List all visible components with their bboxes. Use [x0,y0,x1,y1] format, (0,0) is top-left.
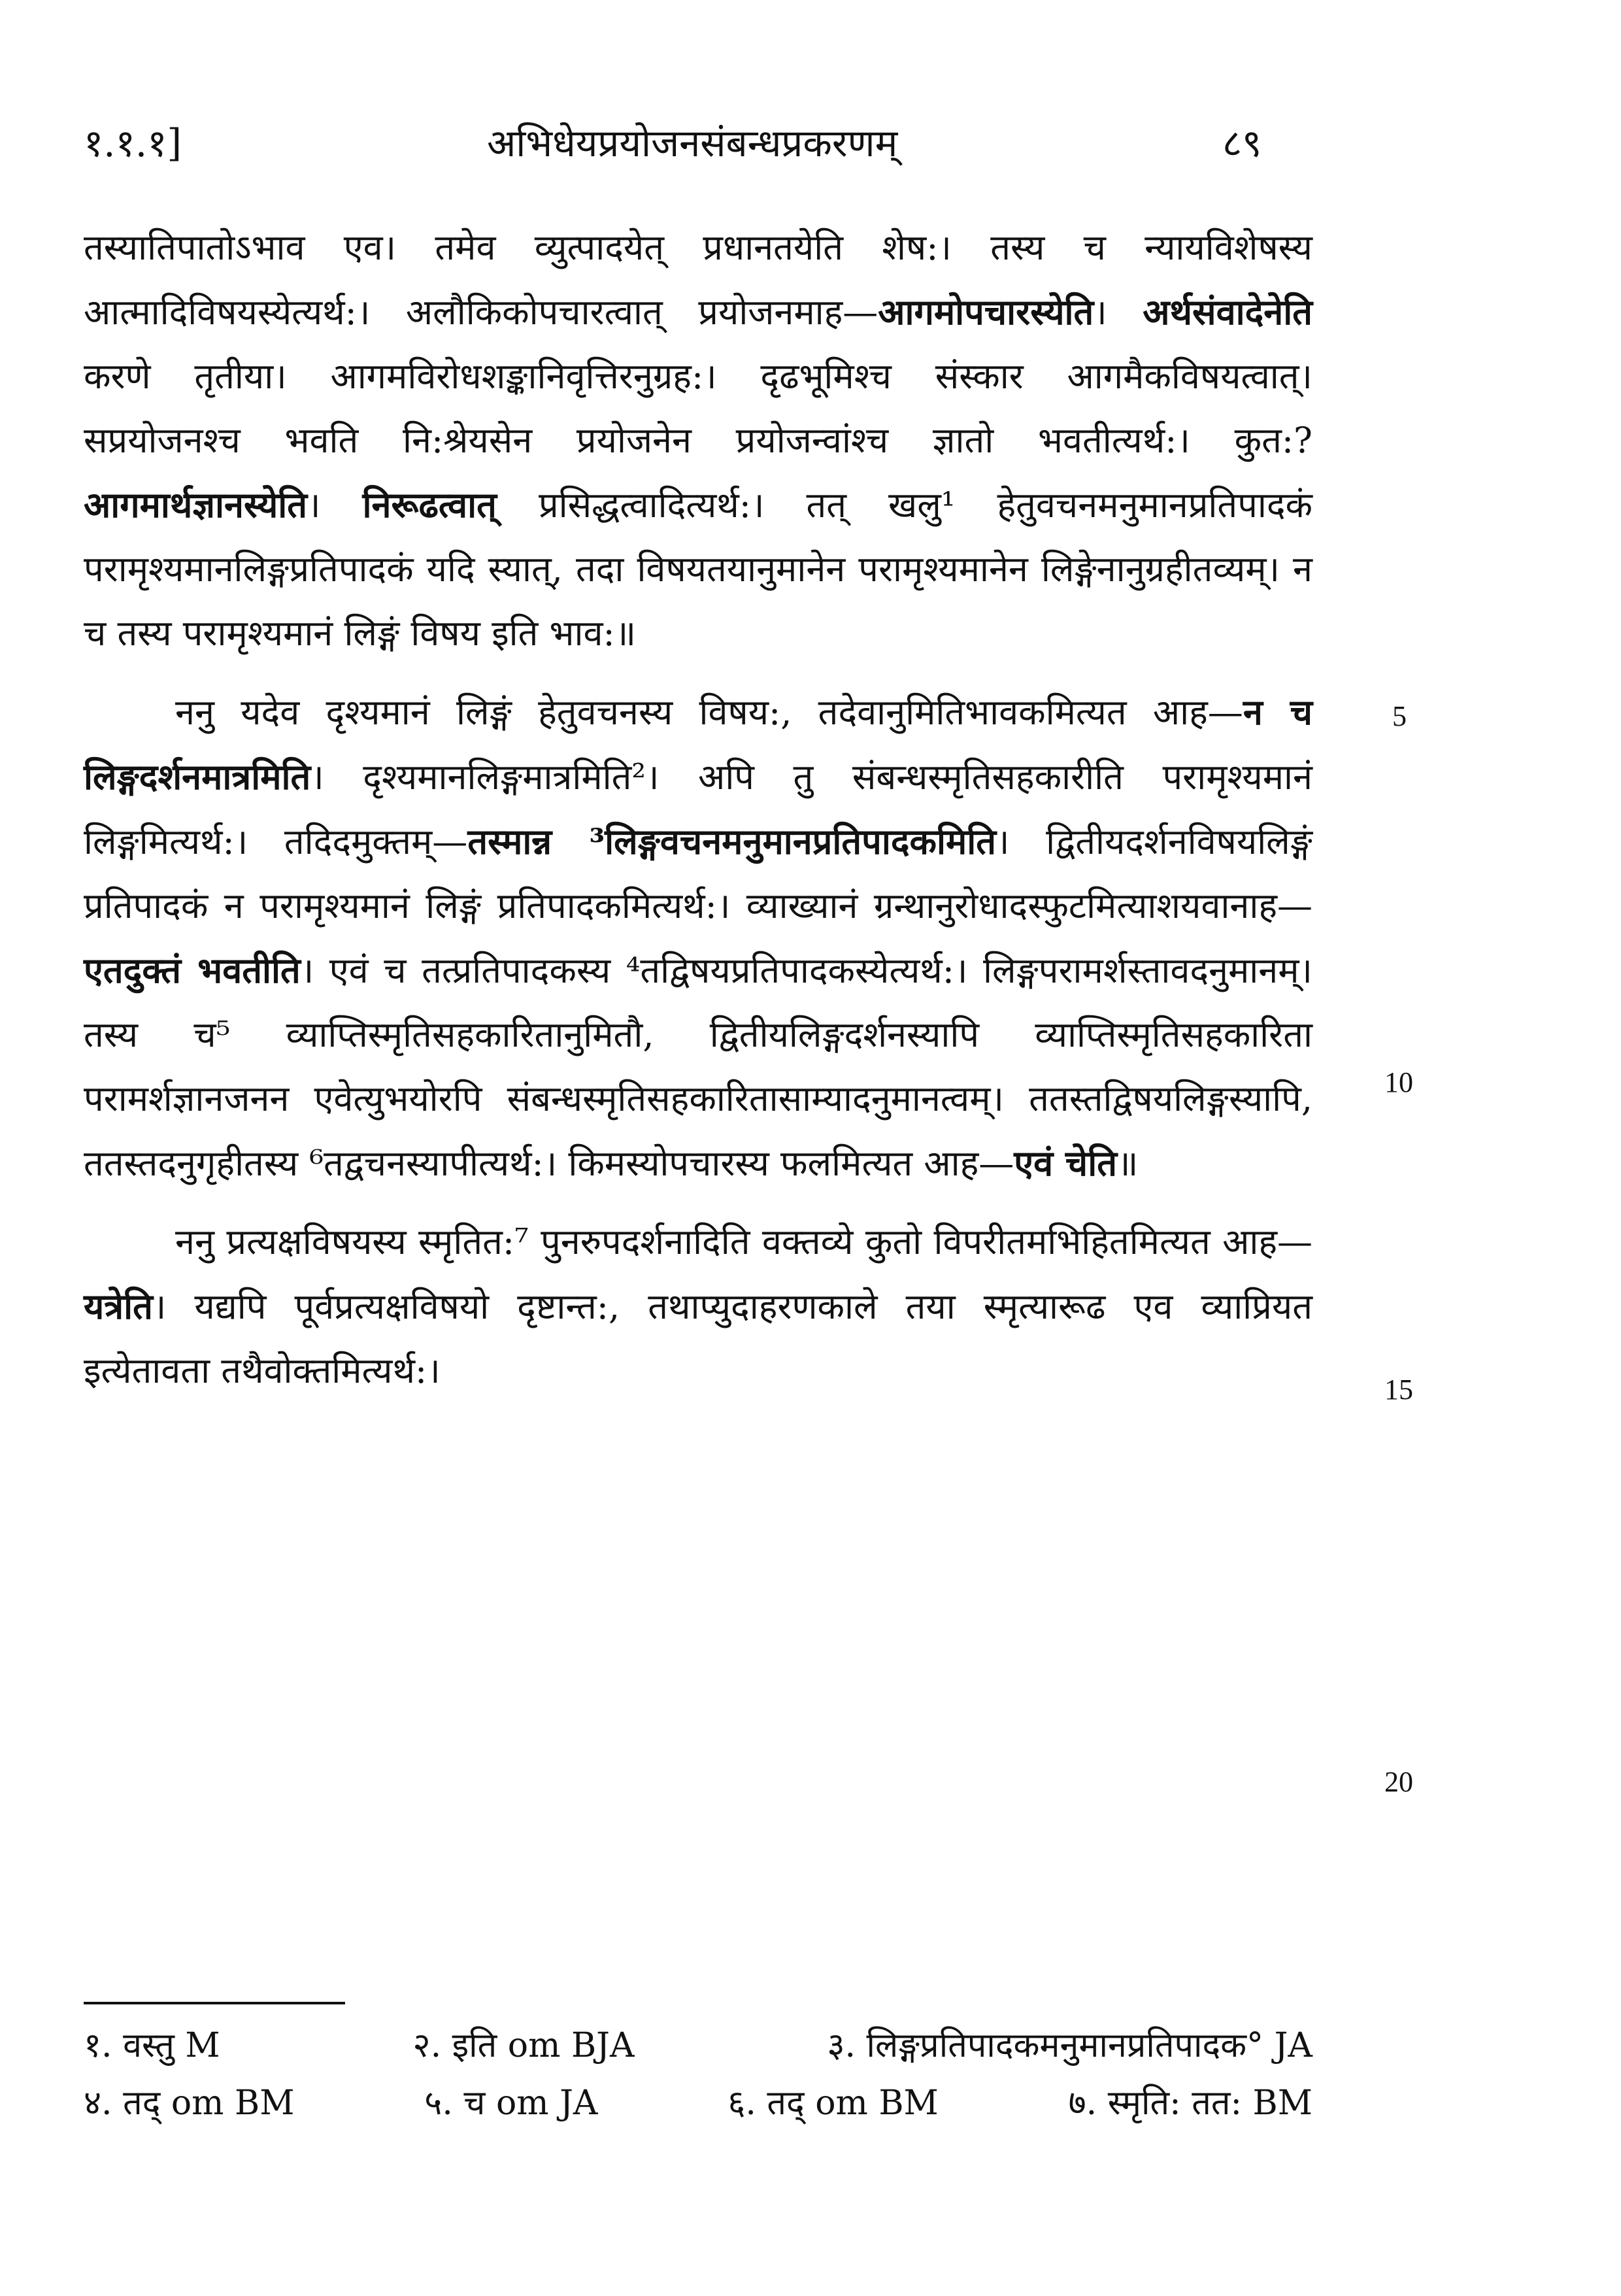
text-run: ननु प्रत्यक्षविषयस्य स्मृतित:⁷ पुनरुपदर्शनादिति वक्तव्ये कुतो विपरीतमभिहितमित्यत आह— [175,1221,1312,1262]
bold-term: एवं चेति [1014,1142,1117,1184]
text-run: । द्वितीयदर्शनविषयलिङ्गं प्रतिपादकं न परामृश्यमानं लिङ्गं प्रतिपादकमित्यर्थ:। व्याख्यानं ग्रन्थानुरोधादस्फुटमित्याशयवानाह— [84,821,1312,926]
bold-term: यत्रेति [84,1285,153,1327]
text-run: । यद्यपि पूर्वप्रत्यक्षविषयो दृष्टान्त:, तथाप्युदाहरणकाले तया स्मृत्यारूढ एव व्याप्रियत इत्येतावता तथैवोक्तमित्यर्थ:। [84,1286,1312,1391]
bold-term: एतदुक्तं भवतीति [84,949,301,991]
footnote: ३. लिङ्गप्रतिपादकमनुमानप्रतिपादक° JA [827,2026,1312,2065]
bold-term: तस्मान्न ³लिङ्गवचनमनुमानप्रतिपादकमिति [467,820,997,862]
bold-term: न च लिङ्गदर्शनमात्रमिति [84,691,1313,798]
text-run: । [1094,292,1143,333]
text-run: करणे तृतीया। आगमविरोधशङ्कानिवृत्तिरनुग्रह:। दृढभूमिश्च संस्कार आगमैकविषयत्वात्। सप्रयोजनश्च भवति नि:श्रेयसेन प्रयोजनेन प्रयोजन्वांश्च ज्ञातो भवतीत्यर्थ:। कुत:? [84,356,1312,461]
footnote: ४. तद् om BM [84,2084,295,2123]
line-number: 20 [1384,1766,1413,1798]
line-number: 5 [1392,700,1407,732]
paragraph [84,216,1312,666]
footnote-row [84,2017,1312,2074]
footnote: ६. तद् om BM [727,2084,939,2123]
section-number: १.१.१] [84,121,182,165]
line-number: 15 [1384,1374,1413,1406]
running-title: अभिधेयप्रयोजनसंबन्धप्रकरणम् [487,121,898,165]
footnote-row [84,2074,1312,2132]
bold-term: आगमोपचारस्येति [878,291,1094,333]
page-number: ८९ [1222,121,1262,165]
footnote: ५. च om JA [424,2084,598,2123]
text-run: ॥ [1117,1143,1139,1184]
footnotes [84,2017,1312,2132]
paragraph [84,1210,1312,1403]
bold-term: निरूढत्वात् [362,484,497,526]
text-run: । [307,484,363,526]
text-run: प्रसिद्धत्वादित्यर्थ:। तत् खलु¹ हेतुवचनमनुमानप्रतिपादकं परामृश्यमानलिङ्गप्रतिपादकं यदि स्यात्, तदा विषयतयानुमानेन परामृश्यमानेन लिङ्गेनानुग्रहीतव्यम्। न च तस्य परामृश्यमानं लिङ्गं विषय इति भाव:॥ [84,484,1312,654]
bold-term: अर्थसंवादेनेति [1143,291,1312,333]
footnote-rule [84,2002,345,2004]
text-run: । एवं च तत्प्रतिपादकस्य ⁴तद्विषयप्रतिपादकस्येत्यर्थ:। लिङ्गपरामर्शस्तावदनुमानम्। तस्य च⁵ व्याप्तिस्मृतिसहकारितानुमितौ, द्वितीयलिङ्गदर्शनस्यापि व्याप्तिस्मृतिसहकारिता परामर्शज्ञानजनन एवेत्युभयोरपि संबन्धस्मृतिसहकारितासाम्यादनुमानत्वम्। ततस्तद्विषयलिङ्गस्यापि, ततस्तदनुगृहीतस्य ⁶तद्वचनस्यापीत्यर्थ:। किमस्योपचारस्य फलमित्यत आह— [84,950,1313,1184]
footnote: १. वस्तु M [84,2026,220,2065]
paragraph [84,680,1312,1196]
footnote: २. इति om BJA [412,2026,635,2065]
text-run: तस्यातिपातोऽभाव एव। तमेव व्युत्पादयेत् प्रधानतयेति शेष:। तस्य च न्यायविशेषस्य आत्मादिविषयस्येत्यर्थ:। अलौकिकोपचारत्वात् प्रयोजनमाह— [84,227,1312,333]
text-run: ननु यदेव दृश्यमानं लिङ्गं हेतुवचनस्य विषय:, तदेवानुमितिभावकमित्यत आह— [175,692,1243,733]
bold-term: आगमार्थज्ञानस्येति [84,484,308,526]
text-run: । दृश्यमानलिङ्गमात्रमिति²। अपि तु संबन्धस्मृतिसहकारीति परामृश्यमानं लिङ्गमित्यर्थ:। तदिदमुक्तम्— [84,756,1312,862]
line-number: 10 [1384,1066,1413,1098]
main-text [84,216,1312,1403]
footnote: ७. स्मृति: तत: BM [1068,2084,1312,2123]
